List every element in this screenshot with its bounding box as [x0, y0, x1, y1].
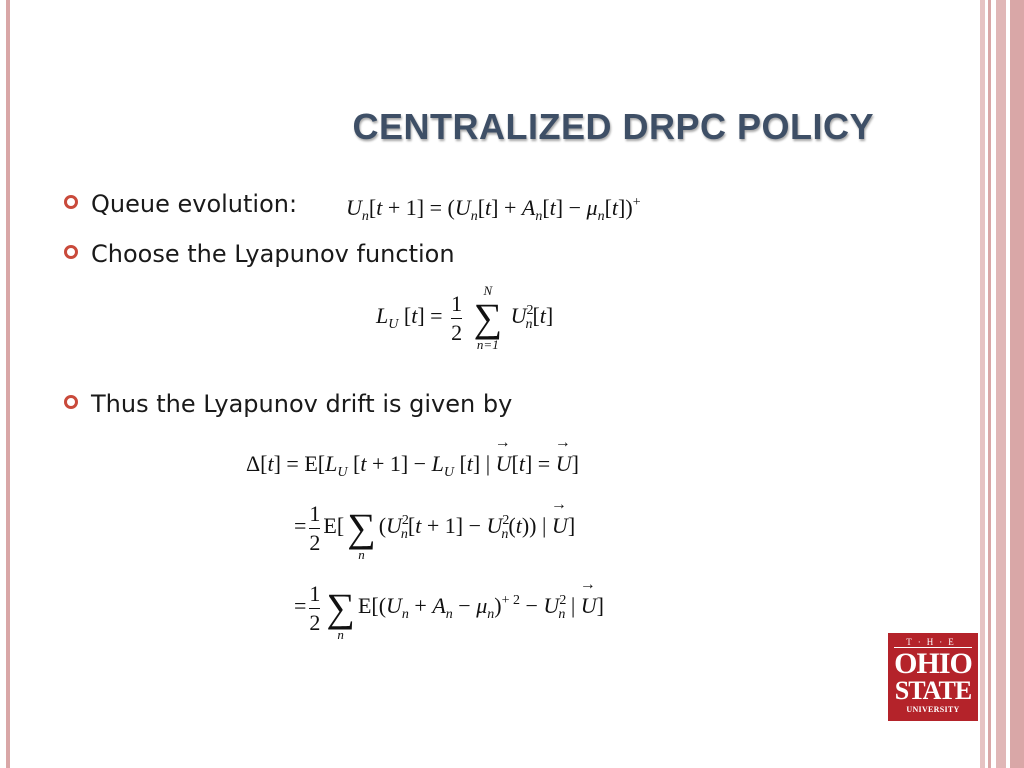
bullet-lyapunov-drift — [64, 390, 512, 418]
bullet-marker-icon — [64, 195, 78, 209]
bullet-queue-evolution — [64, 190, 297, 218]
logo-university: UNIVERSITY — [906, 705, 960, 714]
left-border-line — [6, 0, 10, 768]
bullet-marker-icon — [64, 395, 78, 409]
bullet-lyapunov-function — [64, 240, 455, 268]
bullet-text: Thus the Lyapunov drift is given by — [91, 390, 513, 418]
ohio-state-logo — [888, 633, 978, 721]
equation-drift-line-2: = $\frac{1}{2}$ E[ ∑ n $(U^2_n[t + 1] - U^2_n(t))$ | → U] — [294, 494, 575, 562]
logo-ohio: OHIO — [894, 647, 972, 680]
logo-state: STATE — [894, 676, 972, 705]
equation-drift-line-3: = $\frac{1}{2}$ ∑ n $E[(U_n + A_n - \mu_n)^{+ 2} - U^2_n$ | → U] — [294, 574, 604, 642]
equation-lyapunov-function: $L_U$ [t] = $\frac{1}{2}$ N ∑ n=1 $U^2_n[t]$ — [376, 283, 554, 352]
equation-queue-evolution: $U_n[t + 1] = (U_n[t] + A_n[t] - \mu_n[t])^+$ — [346, 195, 641, 224]
logo-the: T·H·E — [894, 637, 972, 648]
equation-drift-line-1: $\Delta[t] = E[L_U$ $[t + 1] - L_U$ [t] | → U[t] = → U] — [246, 451, 579, 481]
bullet-text: Choose the Lyapunov function — [91, 240, 455, 268]
slide-title: CENTRALIZED DRPC POLICY — [352, 106, 874, 147]
bullet-text: Queue evolution: — [91, 190, 298, 218]
bullet-marker-icon — [64, 245, 78, 259]
right-border-stripes — [976, 0, 1024, 768]
